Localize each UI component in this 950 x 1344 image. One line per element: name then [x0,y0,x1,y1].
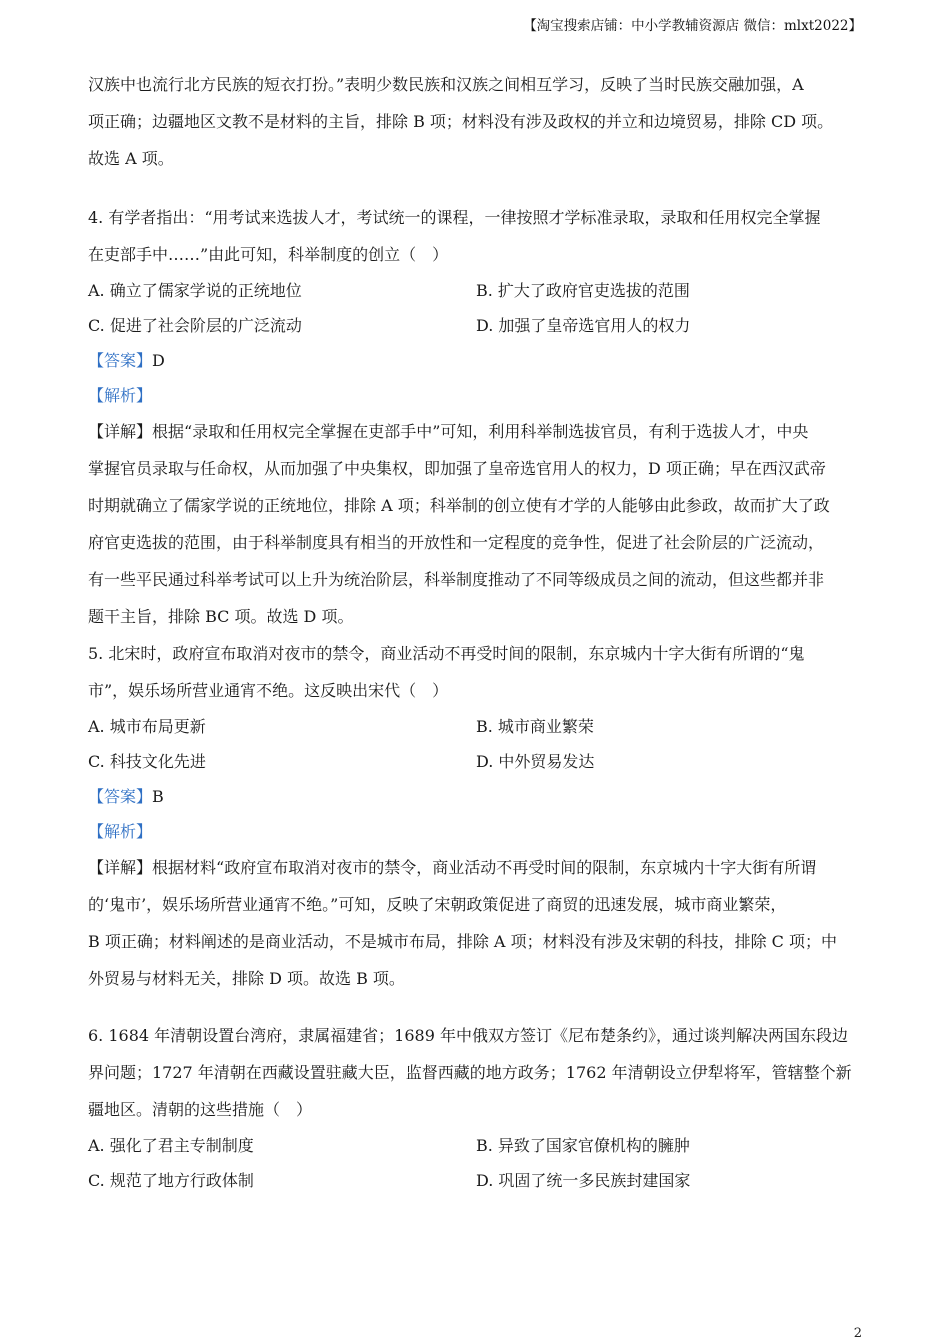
options-row [88,744,866,779]
detail-text: 根据“录取和任用权完全掌握在吏部手中”可知，利用科举制选拔官员，有利于选拔人才，中央 [152,422,809,441]
detail-line: B 项正确；材料阐述的是商业活动，不是城市布局，排除 A 项；材料没有涉及宋朝的科技，排除 C 项；中 [88,932,837,951]
previous-question-explanation-tail [88,66,866,177]
analysis-line [88,814,866,849]
text-line: 故选 A 项。 [88,149,174,168]
option-b: B. 城市商业繁荣 [476,717,594,736]
detail-line [88,413,866,450]
detail-line: 的‘鬼市’，娱乐场所营业通宵不绝。”可知，反映了宋朝政策促进了商贸的迅速发展，城市商业繁荣， [88,895,787,914]
analysis-line [88,378,866,413]
detail-line: 时期就确立了儒家学说的正统地位，排除 A 项；科举制的创立使有才学的人能够由此参政，故而扩大了政 [88,496,830,515]
option-d: D. 巩固了统一多民族封建国家 [476,1171,691,1190]
answer-value: B [152,787,164,806]
question-stem: 4. 有学者指出：“用考试来选拔人才，考试统一的课程，一律按照才学标准录取，录取和任用权完全掌握 [88,208,821,227]
options-row [88,1128,866,1163]
text-line: 项正确；边疆地区文教不是材料的主旨，排除 B 项；材料没有涉及政权的并立和边境贸易，排除 CD 项。 [88,112,834,131]
option-c: C. 科技文化先进 [88,752,206,771]
question-stem: 疆地区。清朝的这些措施（ ） [88,1100,313,1119]
options-row [88,308,866,343]
option-a: A. 确立了儒家学说的正统地位 [88,281,302,300]
detail-text: 根据材料“政府宣布取消对夜市的禁令，商业活动不再受时间的限制，东京城内十字大街有所谓 [152,858,817,877]
answer-line [88,343,866,378]
page-header-watermark: 【淘宝搜索店铺：中小学教辅资源店 微信：mlxt2022】 [523,18,862,34]
question-stem: 在吏部手中……”由此可知，科举制度的创立（ ） [88,245,449,264]
answer-tag: 【答案】 [88,351,153,370]
analysis-tag: 【解析】 [88,386,153,405]
question-5 [88,635,866,997]
options-row [88,273,866,308]
detail-line: 题干主旨，排除 BC 项。故选 D 项。 [88,607,354,626]
question-stem: 市”，娱乐场所营业通宵不绝。这反映出宋代（ ） [88,681,449,700]
option-a: A. 强化了君主专制制度 [88,1136,254,1155]
detail-line: 外贸易与材料无关，排除 D 项。故选 B 项。 [88,969,405,988]
option-d: D. 加强了皇帝选官用人的权力 [476,316,691,335]
detail-tag: 【详解】 [88,858,153,877]
option-b: B. 扩大了政府官吏选拔的范围 [476,281,690,300]
analysis-tag: 【解析】 [88,822,153,841]
answer-tag: 【答案】 [88,787,153,806]
question-stem: 6. 1684 年清朝设置台湾府，隶属福建省；1689 年中俄双方签订《尼布楚条约》，通过谈判解决两国东段边 [88,1026,848,1045]
answer-line [88,779,866,814]
text-line: 汉族中也流行北方民族的短衣打扮。”表明少数民族和汉族之间相互学习，反映了当时民族交融加强，A [88,75,804,94]
detail-line: 掌握官员录取与任命权，从而加强了中央集权，即加强了皇帝选官用人的权力，D 项正确；早在西汉武帝 [88,459,826,478]
options-row [88,1163,866,1198]
question-stem: 5. 北宋时，政府宣布取消对夜市的禁令，商业活动不再受时间的限制，东京城内十字大街有所谓的“鬼 [88,644,805,663]
option-c: C. 促进了社会阶层的广泛流动 [88,316,302,335]
option-a: A. 城市布局更新 [88,717,206,736]
option-d: D. 中外贸易发达 [476,752,595,771]
options-row [88,709,866,744]
question-6 [88,1017,866,1198]
answer-value: D [152,351,165,370]
page-number: 2 [853,1326,862,1341]
document-body [88,66,866,1198]
detail-line [88,849,866,886]
question-4 [88,199,866,635]
detail-line: 有一些平民通过科举考试可以上升为统治阶层，科举制度推动了不同等级成员之间的流动，但这些都并非 [88,570,825,589]
option-c: C. 规范了地方行政体制 [88,1171,254,1190]
detail-line: 府官吏选拔的范围，由于科举制度具有相当的开放性和一定程度的竞争性，促进了社会阶层的广泛流动， [88,533,825,552]
detail-tag: 【详解】 [88,422,153,441]
option-b: B. 异致了国家官僚机构的臃肿 [476,1136,690,1155]
question-stem: 界问题；1727 年清朝在西藏设置驻藏大臣，监督西藏的地方政务；1762 年清朝设立伊犁将军，管辖整个新 [88,1063,852,1082]
